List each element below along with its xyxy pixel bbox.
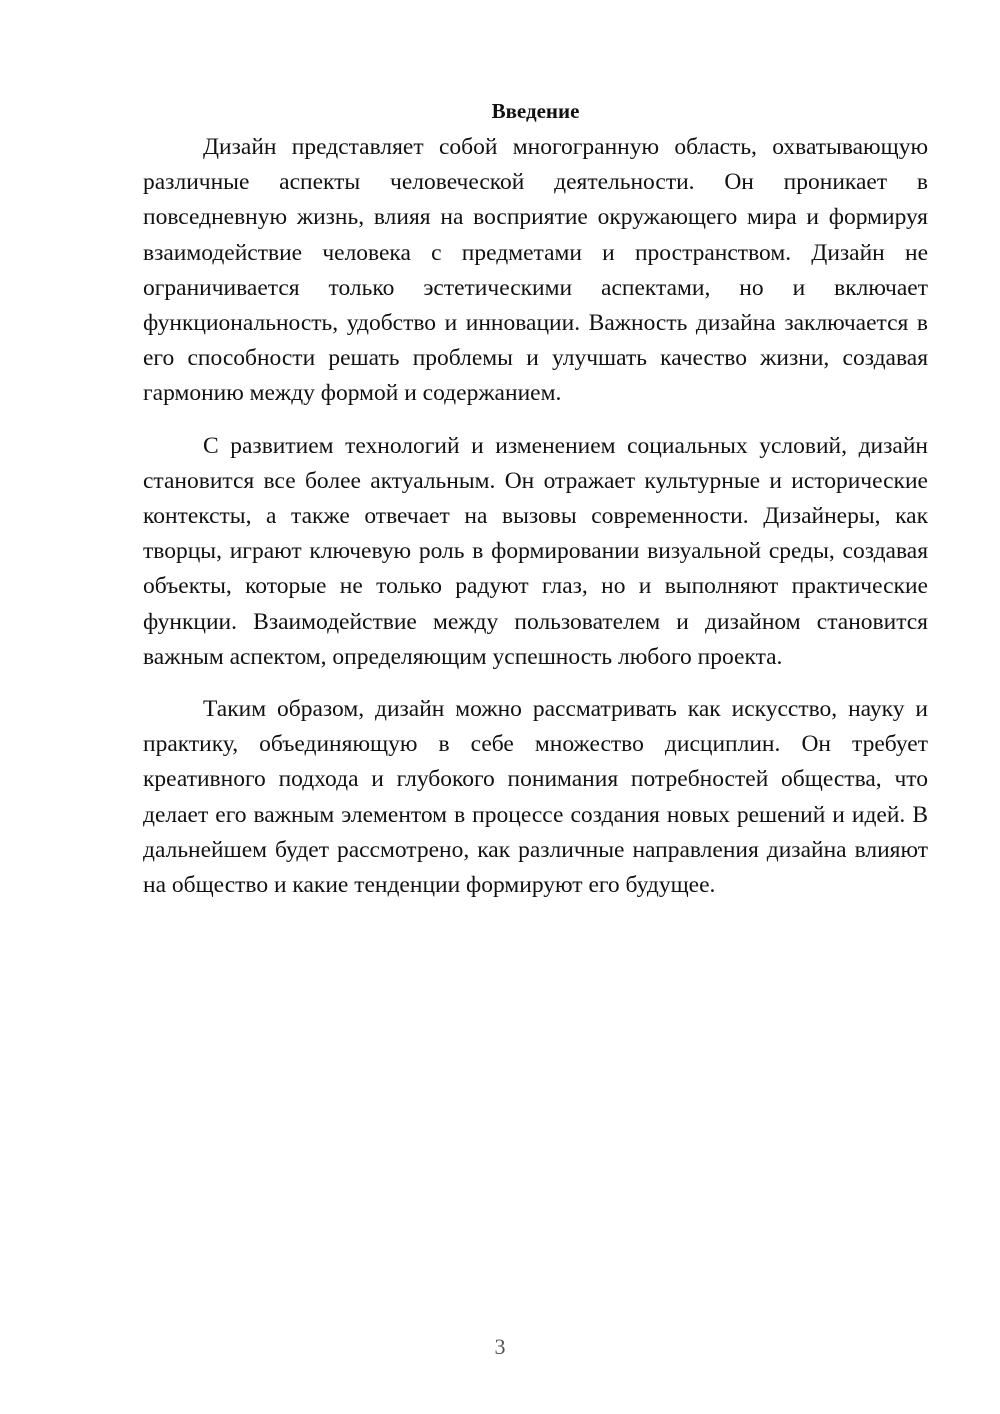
page-number: 3: [494, 1334, 506, 1359]
paragraph-3: Таким образом, дизайн можно рассматривать как искусство, науку и практику, объединяющую в себе множество дисциплин. Он требует креативного подхода и глубокого понимания потребностей общества, что делает его важным элементом в процессе создания новых решений и идей. В дальнейшем будет рассмотрено, как различные направления дизайна влияют на общество и какие тенденции формируют его будущее.: [143, 696, 928, 899]
section-title: Введение: [491, 99, 580, 123]
paragraph-2: С развитием технологий и изменением социальных условий, дизайн становится все более актуальным. Он отражает культурные и исторические контексты, а также отвечает на вызовы современности. Дизайнеры, как творцы, играют ключевую роль в формировании визуальной среды, создавая объекты, которые не только радуют глаз, но и выполняют практические функции. Взаимодействие между пользователем и дизайном становится важным аспектом, определяющим успешность любого проекта.: [143, 432, 928, 670]
page-content: [143, 96, 928, 903]
paragraph-1: Дизайн представляет собой многогранную область, охватывающую различные аспекты человеческой деятельности. Он проникает в повседневную жизнь, влияя на восприятие окружающего мира и формируя взаимодействие человека с предметами и пространством. Дизайн не ограничивается только эстетическими аспектами, но и включает функциональность, удобство и инновации. Важность дизайна заключается в его способности решать проблемы и улучшать качество жизни, создавая гармонию между формой и содержанием.: [143, 134, 928, 407]
